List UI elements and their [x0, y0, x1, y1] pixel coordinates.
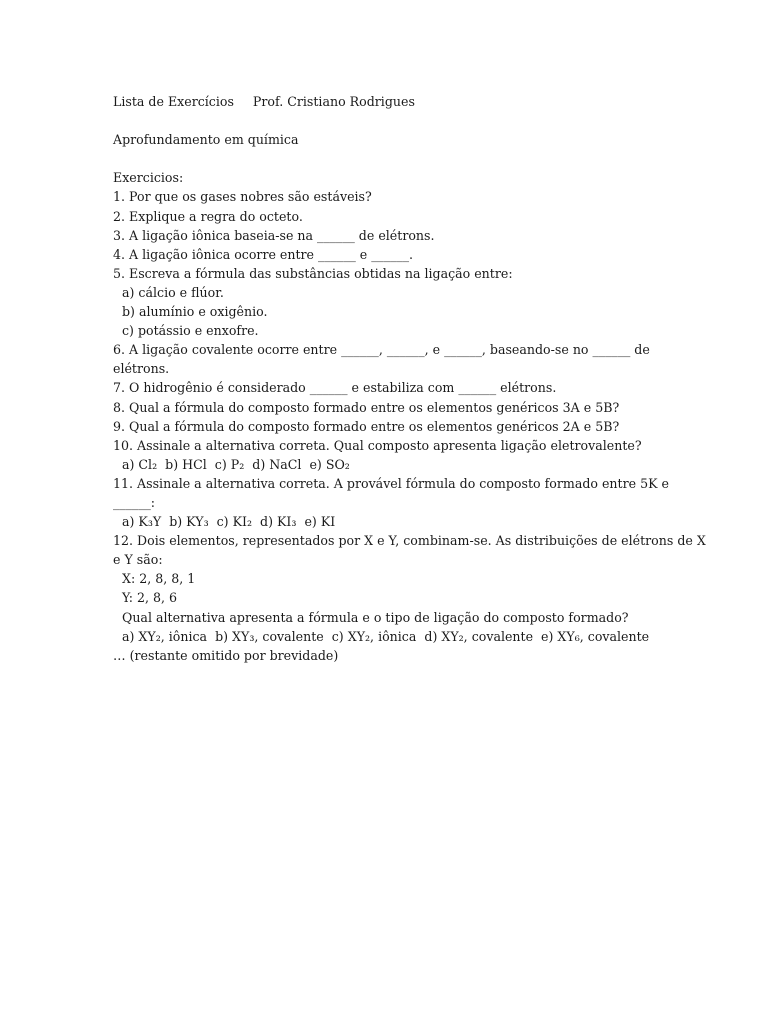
question-12-continuation: e Y são: [113, 552, 163, 568]
question-11: 11. Assinale a alternativa correta. A provável fórmula do composto formado entre 5K e [113, 475, 669, 491]
omitted-note: … (restante omitido por brevidade) [113, 647, 339, 663]
question-12-distribution-y: Y: 2, 8, 6 [122, 590, 178, 606]
question-9: 9. Qual a fórmula do composto formado entre os elementos genéricos 2A e 5B? [113, 418, 620, 434]
question-1: 1. Por que os gases nobres são estáveis? [113, 189, 372, 205]
question-12-prompt: Qual alternativa apresenta a fórmula e o tipo de ligação do composto formado? [122, 609, 629, 625]
question-11-continuation: ______: [113, 494, 156, 510]
question-8: 8. Qual a fórmula do composto formado entre os elementos genéricos 3A e 5B? [113, 399, 620, 415]
section-title: Exercicios: [113, 170, 184, 186]
question-6-continuation: elétrons. [113, 361, 170, 377]
question-12-distribution-x: X: 2, 8, 8, 1 [122, 571, 196, 587]
question-4: 4. A ligação iônica ocorre entre ______ e ______. [113, 246, 414, 262]
question-2: 2. Explique a regra do octeto. [113, 208, 303, 224]
subject-line: Aprofundamento em química [113, 132, 299, 148]
question-5-item-a: a) cálcio e flúor. [122, 284, 224, 300]
question-10-options: a) Cl₂ b) HCl c) P₂ d) NaCl e) SO₂ [122, 456, 350, 472]
question-5-item-b: b) alumínio e oxigênio. [122, 304, 268, 320]
question-6: 6. A ligação covalente ocorre entre ______, ______, e ______, baseando-se no ______ de [113, 342, 650, 358]
header-line [113, 92, 728, 111]
question-12-options: a) XY₂, iônica b) XY₃, covalente c) XY₂, iônica d) XY₂, covalente e) XY₆, covalente [122, 628, 650, 644]
question-11-options: a) K₃Y b) KY₃ c) KI₂ d) KI₃ e) KI [122, 514, 336, 530]
question-10: 10. Assinale a alternativa correta. Qual composto apresenta ligação eletrovalente? [113, 437, 642, 453]
question-7: 7. O hidrogênio é considerado ______ e estabiliza com ______ elétrons. [113, 380, 557, 396]
document-title: Lista de Exercícios [113, 94, 234, 109]
question-5: 5. Escreva a fórmula das substâncias obtidas na ligação entre: [113, 265, 513, 281]
question-3: 3. A ligação iônica baseia-se na ______ de elétrons. [113, 227, 435, 243]
question-5-item-c: c) potássio e enxofre. [122, 323, 259, 339]
question-12: 12. Dois elementos, representados por X e Y, combinam-se. As distribuições de elétrons de X [113, 533, 706, 549]
professor-name: Prof. Cristiano Rodrigues [252, 94, 415, 109]
